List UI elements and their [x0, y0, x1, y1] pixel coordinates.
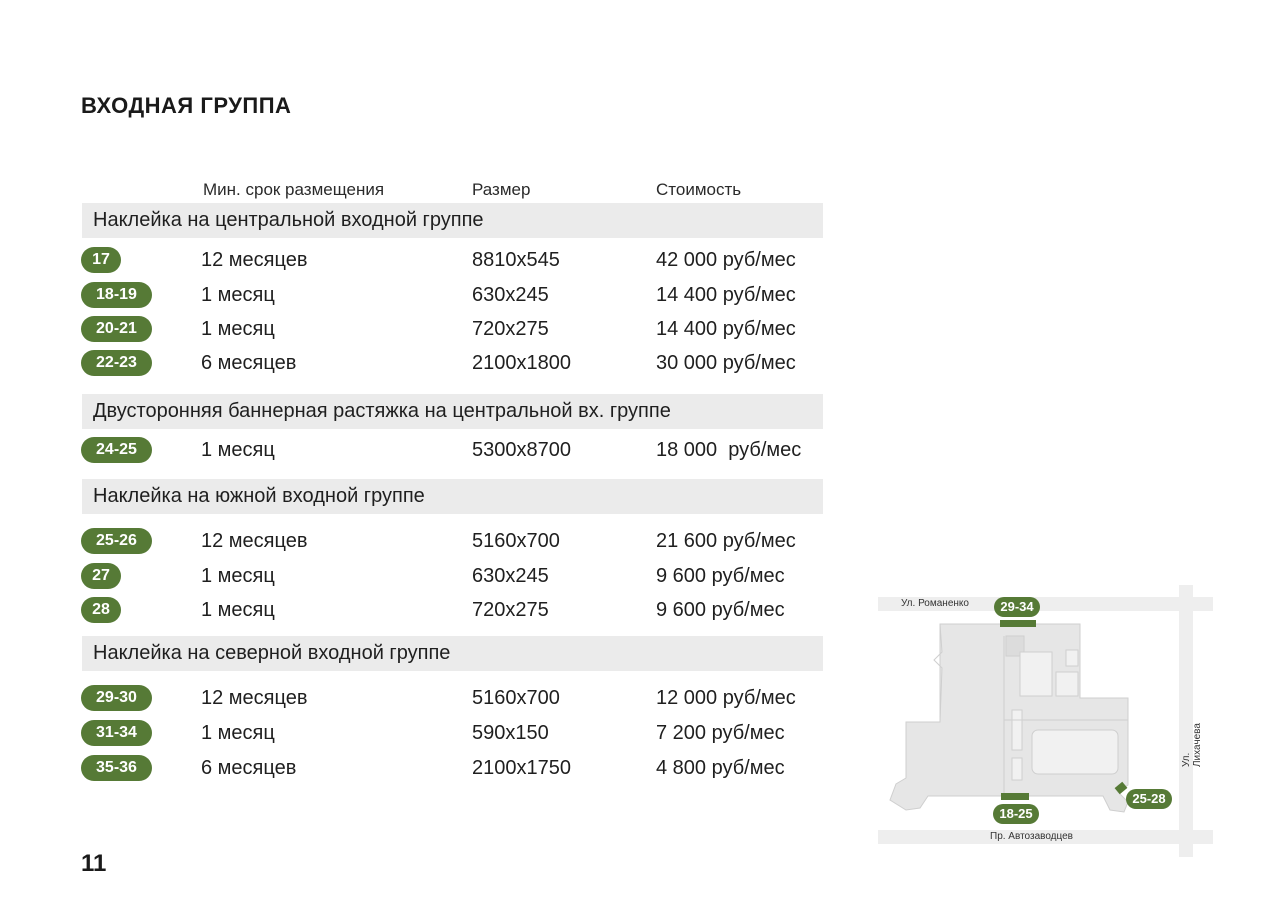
cost-cell: 14 400 руб/мес — [656, 284, 796, 306]
table-row — [0, 753, 830, 783]
term-cell: 1 месяц — [201, 722, 275, 744]
table-row — [0, 526, 830, 556]
cost-cell: 30 000 руб/мес — [656, 352, 796, 374]
term-cell: 1 месяц — [201, 284, 275, 306]
table-row — [0, 561, 830, 591]
cost-cell: 9 600 руб/мес — [656, 599, 785, 621]
cost-cell: 4 800 руб/мес — [656, 757, 785, 779]
cost-cell: 12 000 руб/мес — [656, 687, 796, 709]
placement-id-badge: 28 — [81, 597, 121, 623]
size-cell: 2100x1750 — [472, 757, 571, 779]
cost-cell: 7 200 руб/мес — [656, 722, 785, 744]
size-cell: 5160x700 — [472, 687, 560, 709]
size-cell: 5300x8700 — [472, 439, 571, 461]
table-row — [0, 245, 830, 275]
size-cell: 590x150 — [472, 722, 549, 744]
table-row — [0, 280, 830, 310]
site-map-drawing — [870, 580, 1220, 865]
map-label-25-28: 25-28 — [1126, 789, 1172, 809]
placement-id-badge: 35-36 — [81, 755, 152, 781]
size-cell: 720x275 — [472, 599, 549, 621]
cost-cell: 9 600 руб/мес — [656, 565, 785, 587]
cost-cell: 42 000 руб/мес — [656, 249, 796, 271]
size-cell: 2100x1800 — [472, 352, 571, 374]
term-cell: 6 месяцев — [201, 352, 297, 374]
placement-id-badge: 17 — [81, 247, 121, 273]
term-cell: 1 месяц — [201, 599, 275, 621]
page-title: ВХОДНАЯ ГРУППА — [81, 93, 292, 118]
map-label-29-34: 29-34 — [994, 597, 1040, 617]
term-cell: 12 месяцев — [201, 530, 308, 552]
column-header-min-term: Мин. срок размещения — [203, 180, 385, 199]
site-map — [870, 580, 1220, 865]
road-right — [1179, 585, 1193, 857]
map-label-18-25: 18-25 — [993, 804, 1039, 824]
size-cell: 630x245 — [472, 284, 549, 306]
placement-id-badge: 20-21 — [81, 316, 152, 342]
term-cell: 12 месяцев — [201, 249, 308, 271]
street-label-romanenko: Ул. Романенко — [901, 598, 969, 609]
size-cell: 720x275 — [472, 318, 549, 340]
placement-id-badge: 31-34 — [81, 720, 152, 746]
section-header: Двусторонняя баннерная растяжка на центральной вх. группе — [82, 394, 823, 429]
placement-mark-central — [1001, 793, 1029, 800]
term-cell: 1 месяц — [201, 318, 275, 340]
term-cell: 6 месяцев — [201, 757, 297, 779]
cost-cell: 14 400 руб/мес — [656, 318, 796, 340]
section-header: Наклейка на южной входной группе — [82, 479, 823, 514]
placement-id-badge: 18-19 — [81, 282, 152, 308]
street-label-likhacheva: Ул. Лихачева — [1181, 723, 1203, 767]
cost-cell: 21 600 руб/мес — [656, 530, 796, 552]
table-row — [0, 718, 830, 748]
term-cell: 1 месяц — [201, 565, 275, 587]
placement-id-badge: 25-26 — [81, 528, 152, 554]
placement-id-badge: 22-23 — [81, 350, 152, 376]
term-cell: 12 месяцев — [201, 687, 308, 709]
cost-cell: 18 000 руб/мес — [656, 439, 802, 461]
table-row — [0, 435, 830, 465]
street-label-avtozavodtsev: Пр. Автозаводцев — [990, 831, 1073, 842]
size-cell: 5160x700 — [472, 530, 560, 552]
placement-id-badge: 24-25 — [81, 437, 152, 463]
table-row — [0, 314, 830, 344]
term-cell: 1 месяц — [201, 439, 275, 461]
column-header-cost: Стоимость — [656, 180, 742, 199]
table-row — [0, 683, 830, 713]
table-row — [0, 595, 830, 625]
size-cell: 8810x545 — [472, 249, 560, 271]
column-header-size: Размер — [472, 180, 531, 199]
placement-id-badge: 29-30 — [81, 685, 152, 711]
placement-id-badge: 27 — [81, 563, 121, 589]
size-cell: 630x245 — [472, 565, 549, 587]
table-row — [0, 348, 830, 378]
placement-mark-north — [1000, 620, 1036, 627]
section-header: Наклейка на северной входной группе — [82, 636, 823, 671]
section-header: Наклейка на центральной входной группе — [82, 203, 823, 238]
page-number: 11 — [81, 850, 107, 877]
